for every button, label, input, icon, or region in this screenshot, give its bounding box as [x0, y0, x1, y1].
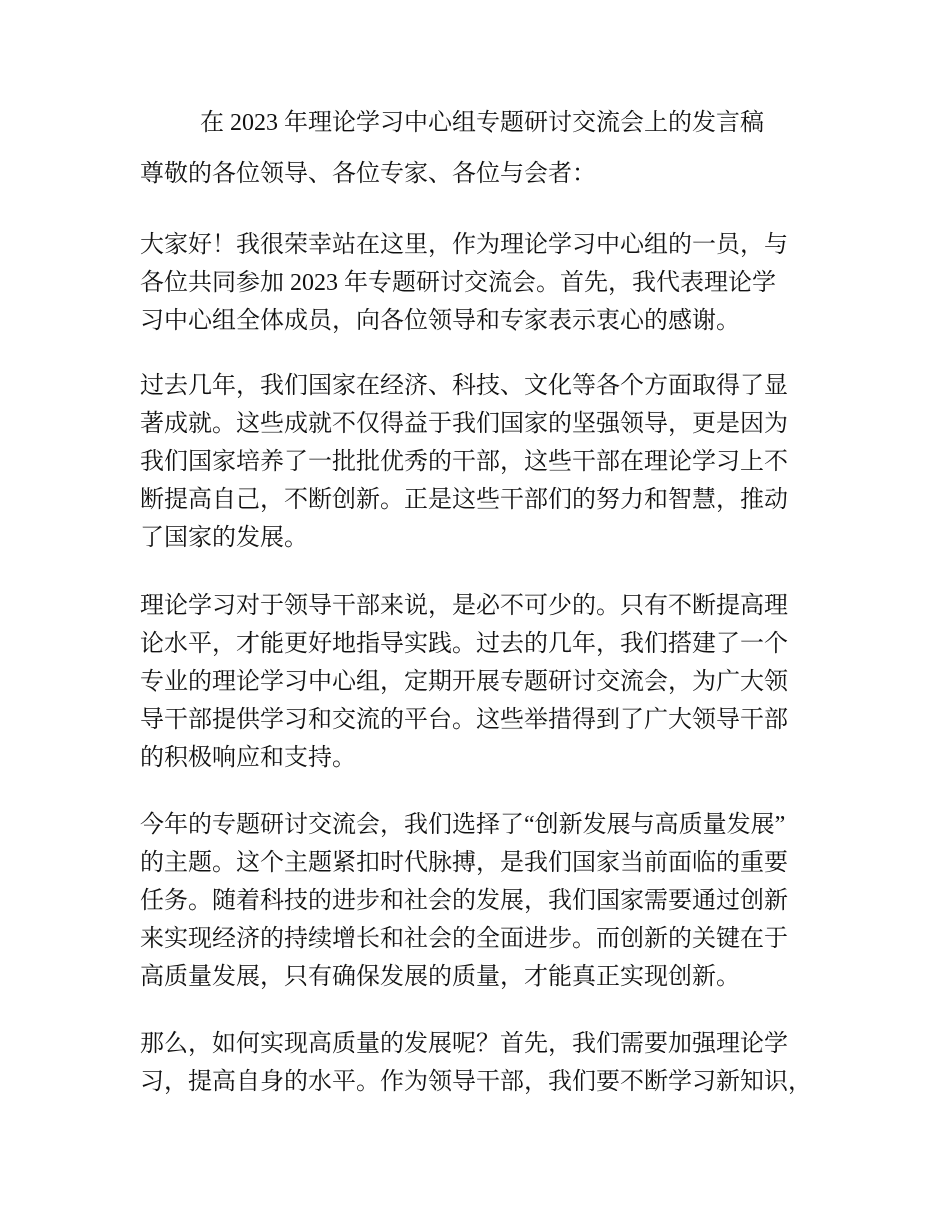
paragraph-line: 各位共同参加 2023 年专题研讨交流会。首先，我代表理论学	[140, 270, 776, 296]
paragraph-line: 大家好！我很荣幸站在这里，作为理论学习中心组的一员，与	[140, 232, 788, 258]
paragraph-3	[140, 587, 820, 777]
paragraph-line: 的主题。这个主题紧扣时代脉搏，是我们国家当前面临的重要	[140, 850, 788, 876]
paragraph-line: 论水平，才能更好地指导实践。过去的几年，我们搭建了一个	[140, 631, 788, 657]
paragraph-line: 断提高自己，不断创新。正是这些干部们的努力和智慧，推动	[140, 487, 788, 513]
paragraph-2	[140, 367, 820, 557]
paragraph-line: 理论学习对于领导干部来说，是必不可少的。只有不断提高理	[140, 593, 788, 619]
paragraph-1	[140, 226, 820, 340]
paragraph-line: 习中心组全体成员，向各位领导和专家表示衷心的感谢。	[140, 308, 740, 334]
paragraph-line: 过去几年，我们国家在经济、科技、文化等各个方面取得了显	[140, 373, 788, 399]
paragraph-4	[140, 806, 820, 996]
paragraph-line: 任务。随着科技的进步和社会的发展，我们国家需要通过创新	[140, 888, 788, 914]
paragraph-line: 那么，如何实现高质量的发展呢？首先，我们需要加强理论学	[140, 1031, 788, 1057]
paragraph-line: 著成就。这些成就不仅得益于我们国家的坚强领导，更是因为	[140, 411, 788, 437]
paragraph-line: 来实现经济的持续增长和社会的全面进步。而创新的关键在于	[140, 926, 788, 952]
document-title: 在 2023 年理论学习中心组专题研讨交流会上的发言稿	[200, 110, 764, 136]
paragraph-line: 的积极响应和支持。	[140, 745, 356, 771]
salutation-line: 尊敬的各位领导、各位专家、各位与会者：	[140, 161, 596, 187]
paragraph-line: 我们国家培养了一批批优秀的干部，这些干部在理论学习上不	[140, 449, 788, 475]
paragraph-line: 习，提高自身的水平。作为领导干部，我们要不断学习新知识，	[140, 1069, 812, 1095]
paragraph-line: 今年的专题研讨交流会，我们选择了“创新发展与高质量发展”	[140, 812, 786, 838]
paragraph-line: 专业的理论学习中心组，定期开展专题研讨交流会，为广大领	[140, 669, 788, 695]
paragraph-line: 导干部提供学习和交流的平台。这些举措得到了广大领导干部	[140, 707, 788, 733]
salutation	[140, 155, 820, 193]
paragraph-line: 高质量发展，只有确保发展的质量，才能真正实现创新。	[140, 964, 740, 990]
paragraph-5	[140, 1025, 820, 1101]
paragraph-line: 了国家的发展。	[140, 525, 308, 551]
